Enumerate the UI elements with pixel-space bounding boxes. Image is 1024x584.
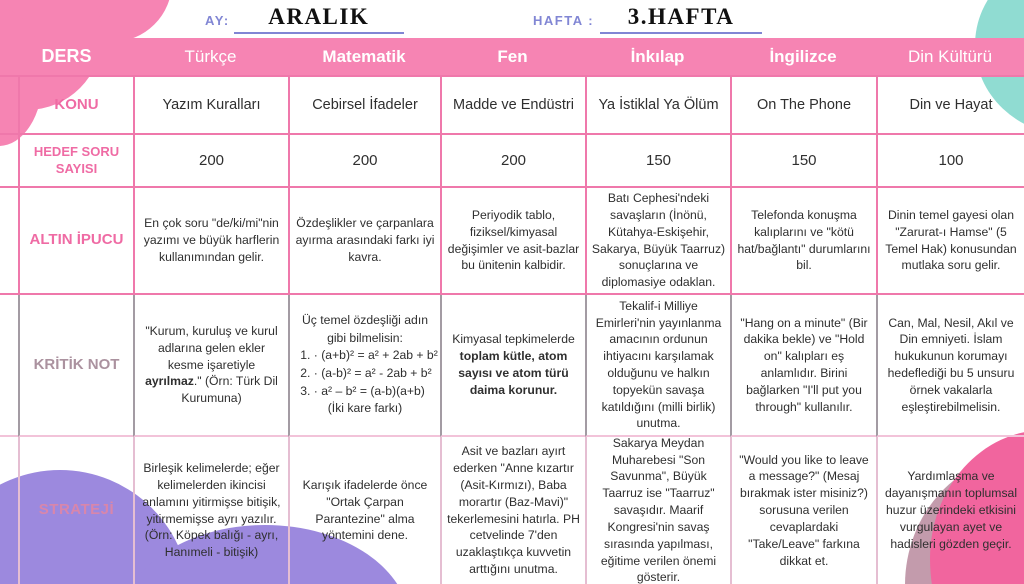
strateji-inkilap: Sakarya Meydan Muharebesi "Son Savunma", Büyük Taarruz ise "Taarruz" savaşıdır. Maarif Kongresi'nin savaş sırasında yapılması, eğitime verilen önemi gösterir.: [585, 437, 730, 584]
konu-din: Din ve Hayat: [876, 75, 1024, 135]
left-margin: [0, 437, 18, 584]
left-margin: [0, 75, 18, 135]
header-ders: DERS: [41, 46, 92, 66]
identity-1: 1. · (a+b)² = a² + 2ab + b²: [300, 348, 438, 363]
kritik-fen-bold: toplam kütle, atom sayısı ve atom türü daima korunur.: [458, 349, 569, 397]
altin-turkce: En çok soru "de/ki/mi"nin yazımı ve büyük harflerin kullanımından gelir.: [133, 188, 288, 295]
kritik-turkce-pre: "Kurum, kuruluş ve kurul adlarına gelen ekler kesme işaretiyle: [145, 323, 278, 372]
row-label-kritik-not: KRİTİK NOT: [18, 295, 133, 437]
row-label-konu: KONU: [18, 75, 133, 135]
konu-fen: Madde ve Endüstri: [440, 75, 585, 135]
strateji-fen: Asit ve bazları ayırt ederken "Anne kızartır (Asit-Kırmızı), Baba morartır (Baz-Mavi)" tekerlemesini hatırla. PH cetvelinde 7'den uzaklaştıkça kuvvetin arttığını unutma.: [440, 437, 585, 584]
strateji-turkce: Birleşik kelimelerde; eğer kelimelerden ikincisi anlamını yitirmişse bitişik, yitirmemişse ayrı yazılır. (Örn: Köpek balığı - ayrı, Hanımeli - bitişik): [133, 437, 288, 584]
altin-ingilizce: Telefonda konuşma kalıplarını ve "kötü hat/bağlantı" durumlarını bil.: [730, 188, 876, 295]
strateji-ingilizce: "Would you like to leave a message?" (Mesaj bırakmak ister misiniz?) sorusuna verilen cevaplardaki "Take/Leave" farkına dikkat et.: [730, 437, 876, 584]
left-margin: [0, 295, 18, 437]
altin-inkilap: Batı Cephesi'ndeki savaşların (İnönü, Kütahya-Eskişehir, Sakarya, Büyük Taarruz) sonuçlarına ve diplomasiye odaklan.: [585, 188, 730, 295]
month-value: ARALIK: [234, 4, 404, 34]
kritik-din: Can, Mal, Nesil, Akıl ve Din emniyeti. İslam hukukunun korumayı hedeflediği bu 5 unsuru örnek vakalarla eşleştirebilmelisin.: [876, 295, 1024, 437]
altin-matematik: Özdeşlikler ve çarpanlara ayırma arasındaki farkı iyi kavra.: [288, 188, 440, 295]
altin-fen: Periyodik tablo, fiziksel/kimyasal değişimler ve asit-bazlar bu ünitenin kalbidir.: [440, 188, 585, 295]
table-header-row: [0, 38, 1024, 75]
konu-ingilizce: On The Phone: [730, 75, 876, 135]
row-label-altin-ipucu: ALTIN İPUCU: [18, 188, 133, 295]
kritik-turkce: [133, 295, 288, 437]
week-value: 3.HAFTA: [600, 4, 762, 34]
identity-2: 2. · (a-b)² = a² - 2ab + b²: [300, 366, 432, 380]
identities-note: (İki kare farkı): [327, 401, 403, 416]
identity-3: 3. · a² – b² = (a-b)(a+b): [300, 383, 425, 398]
month-field: [205, 4, 404, 34]
planner-table: [0, 75, 1024, 584]
week-label: HAFTA :: [533, 13, 595, 28]
month-label: AY:: [205, 13, 230, 28]
left-margin: [0, 188, 18, 295]
header-inkilap: İnkılap: [630, 46, 685, 66]
strateji-din: Yardımlaşma ve dayanışmanın toplumsal huzur üzerindeki etkisini vurgulayan ayet ve hadisleri gözden geçir.: [876, 437, 1024, 584]
row-label-strateji: STRATEJİ: [18, 437, 133, 584]
kritik-turkce-post: ." (Örn: Türk Dil Kurumuna): [181, 374, 278, 406]
hedef-inkilap: 150: [585, 135, 730, 188]
header-din-kulturu: Din Kültürü: [907, 46, 993, 66]
konu-turkce: Yazım Kuralları: [133, 75, 288, 135]
strateji-matematik: Karışık ifadelerde önce "Ortak Çarpan Parantezine" alma yöntemini dene.: [288, 437, 440, 584]
header-turkce: Türkçe: [184, 46, 237, 66]
konu-matematik: Cebirsel İfadeler: [288, 75, 440, 135]
header-ingilizce: İngilizce: [769, 46, 837, 66]
kritik-inkilap: Tekalif-i Milliye Emirleri'nin yayınlanma amacının ordunun ihtiyacını karşılamak olduğunu ve halkın topyekün savaşa katıldığını (milli birlik) unutma.: [585, 295, 730, 437]
left-margin: [0, 135, 18, 188]
konu-inkilap: Ya İstiklal Ya Ölüm: [585, 75, 730, 135]
identities-intro: Üç temel özdeşliği adın gibi bilmelisin:: [302, 312, 428, 345]
hedef-turkce: 200: [133, 135, 288, 188]
header-matematik: Matematik: [322, 46, 406, 66]
altin-din: Dinin temel gayesi olan "Zarurat-ı Hamse" (5 Temel Hak) konusundan mutlaka soru gelir.: [876, 188, 1024, 295]
kritik-fen-pre: Kimyasal tepkimelerde: [452, 332, 575, 347]
week-field: [533, 4, 762, 34]
hedef-din: 100: [876, 135, 1024, 188]
kritik-turkce-bold: ayrılmaz: [145, 374, 194, 389]
kritik-matematik: [288, 295, 440, 437]
top-band: [0, 0, 1024, 38]
kritik-fen: [440, 295, 585, 437]
header-fen: Fen: [497, 46, 528, 66]
row-label-hedef: HEDEF SORU SAYISI: [18, 135, 133, 188]
hedef-ingilizce: 150: [730, 135, 876, 188]
hedef-fen: 200: [440, 135, 585, 188]
hedef-matematik: 200: [288, 135, 440, 188]
kritik-ingilizce: "Hang on a minute" (Bir dakika bekle) ve "Hold on" kalıpları eş anlamlıdır. Birini bağlarken "I'll put you through" kullanılır.: [730, 295, 876, 437]
